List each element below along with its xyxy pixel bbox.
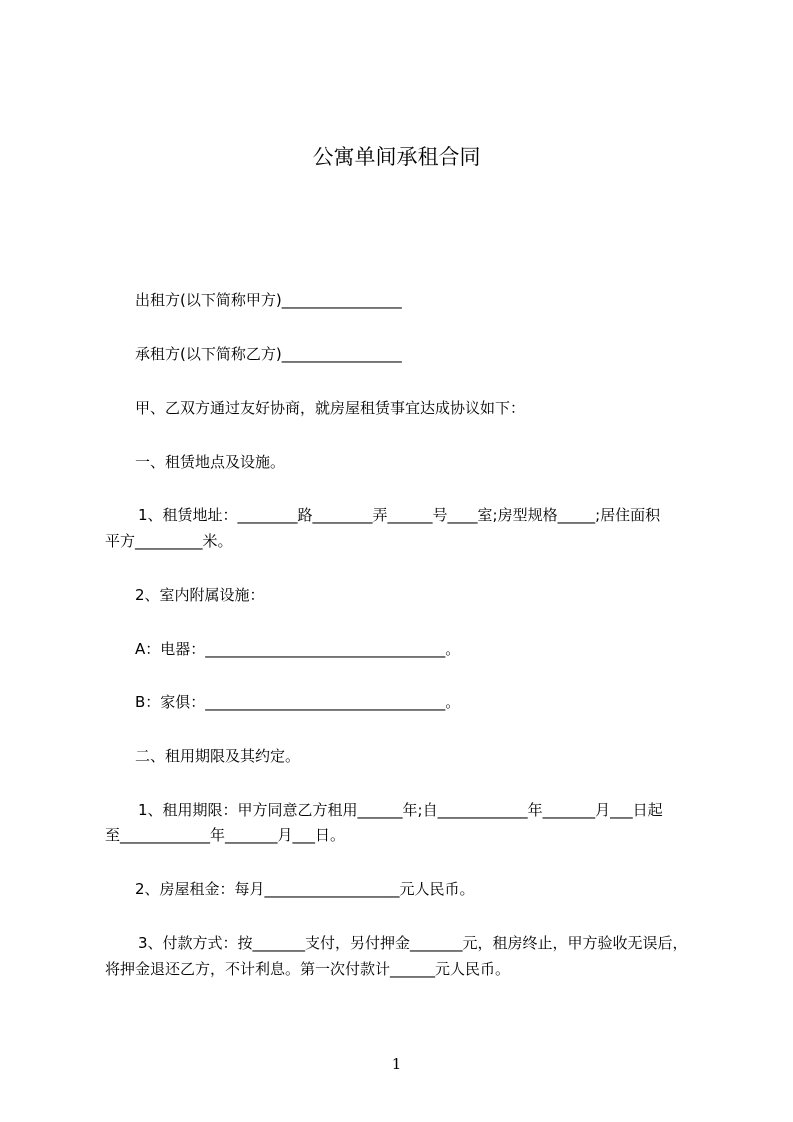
lease-term-line-1: 1、租用期限：甲方同意乙方租用______年;自____________年_______月___日起 <box>138 801 663 819</box>
payment-method-line-2: 将押金退还乙方，不计利息。第一次付款计______元人民币。 <box>105 960 511 978</box>
lease-term-line-2: 至____________年_______月___日。 <box>105 826 346 844</box>
lease-address-line-2: 平方_________米。 <box>105 532 233 550</box>
lessor-line: 出租方(以下简称甲方)________________ <box>135 291 402 309</box>
lessee-line: 承租方(以下简称乙方)________________ <box>135 345 402 363</box>
payment-method-line-1: 3、付款方式：按_______支付，另付押金_______元，租房终止，甲方验收无误后， <box>138 934 688 952</box>
page-title: 公寓单间承租合同 <box>312 145 481 169</box>
page-number: 1 <box>391 1055 402 1073</box>
section-heading-lease-term: 二、租用期限及其约定。 <box>135 747 301 765</box>
monthly-rent-line: 2、房屋租金：每月__________________元人民币。 <box>135 880 475 898</box>
section-heading-lease-location: 一、租赁地点及设施。 <box>135 453 286 471</box>
lease-address-line-1: 1、租赁地址：________路________弄______号____室;房型规格_____;居住面积 <box>138 506 661 524</box>
facilities-furniture-line: B：家俱：________________________________。 <box>135 693 461 711</box>
facilities-heading: 2、室内附属设施： <box>135 586 265 604</box>
intro-paragraph: 甲、乙双方通过友好协商，就房屋租赁事宜达成协议如下： <box>135 399 526 417</box>
facilities-appliances-line: A：电器：________________________________。 <box>135 640 461 658</box>
